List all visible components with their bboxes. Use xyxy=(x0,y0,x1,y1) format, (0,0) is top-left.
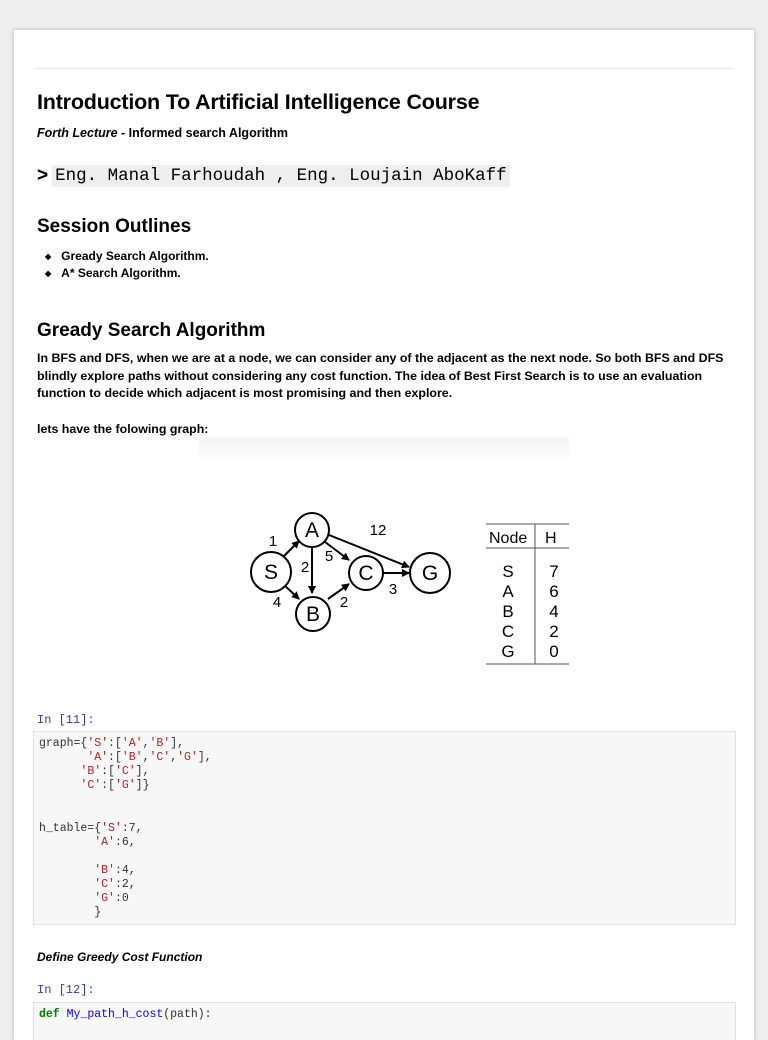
node-c xyxy=(349,556,383,590)
lecture-subtitle xyxy=(37,126,288,140)
bullet-icon: ◆ xyxy=(45,269,52,278)
table-node: A xyxy=(502,582,514,601)
svg-text:G: G xyxy=(421,562,439,585)
node-s xyxy=(251,552,291,592)
table-node: B xyxy=(502,602,514,621)
cost-b-c: 2 xyxy=(339,594,349,611)
outline-list xyxy=(45,248,209,282)
blockquote-marker: > xyxy=(37,165,49,186)
table-node: G xyxy=(501,642,515,661)
table-header-node: Node xyxy=(489,530,528,547)
lecture-number: Forth Lecture xyxy=(37,126,118,140)
cost-a-b: 2 xyxy=(300,559,310,576)
notebook-page xyxy=(14,30,754,1040)
edge-s-a xyxy=(282,541,299,558)
code-cell-cost[interactable] xyxy=(33,1002,736,1040)
bullet-icon: ◆ xyxy=(45,252,52,261)
subtitle-separator: - xyxy=(117,126,129,140)
cell-prompt: In [11]: xyxy=(37,713,95,727)
outline-item: ◆ A* Search Algorithm. xyxy=(45,266,181,280)
lecture-topic: Informed search Algorithm xyxy=(128,126,288,140)
table-h: 7 xyxy=(549,562,559,581)
define-heading: Define Greedy Cost Function xyxy=(37,950,203,964)
svg-text:A: A xyxy=(304,519,320,542)
greedy-paragraph: In BFS and DFS, when we are at a node, we can consider any of the adjacent as the next node. So both BFS and DFS blindly explore paths without considering any cost function. The idea of Best First Search is to use an evaluation function to decide which adjacent is most promising and then explore. xyxy=(37,351,724,400)
cost-s-a: 1 xyxy=(268,533,278,550)
authors-line xyxy=(37,164,510,188)
table-h: 0 xyxy=(549,642,559,661)
table-header-h: H xyxy=(545,530,557,547)
node-a xyxy=(295,513,329,547)
table-h: 6 xyxy=(549,582,559,601)
top-divider xyxy=(36,68,732,69)
table-h: 2 xyxy=(549,622,559,641)
code-graph: graph={'S':['A','B'], 'A':['B','C','G'], 'B':['C'], 'C':['G']} h_table={'S':7, 'A':6, 'B':4, 'C':2, 'G':0 } xyxy=(39,737,212,920)
cell-prompt: In [12]: xyxy=(37,983,95,997)
node-g xyxy=(410,553,450,593)
graph-diagram xyxy=(199,437,569,687)
graph-intro: lets have the folowing graph: xyxy=(37,422,209,436)
cost-c-g: 3 xyxy=(388,581,398,598)
authors-names: Eng. Manal Farhoudah , Eng. Loujain AboKaff xyxy=(52,165,510,187)
cost-s-b: 4 xyxy=(272,594,282,611)
greedy-heading: Gready Search Algorithm xyxy=(37,320,266,341)
heuristic-table xyxy=(486,524,569,664)
page-title: Introduction To Artificial Intelligence Course xyxy=(37,90,480,114)
node-b xyxy=(296,597,330,631)
table-node: S xyxy=(502,562,514,581)
svg-text:S: S xyxy=(263,561,279,584)
cost-a-g: 12 xyxy=(369,522,387,539)
table-node: C xyxy=(501,622,515,641)
code-cost: def My_path_h_cost(path): xyxy=(39,1008,212,1021)
graph-figure xyxy=(199,437,569,687)
svg-text:B: B xyxy=(305,603,321,626)
svg-text:C: C xyxy=(358,562,374,585)
outline-item: ◆ Gready Search Algorithm. xyxy=(45,249,209,263)
cost-a-c: 5 xyxy=(324,548,334,565)
code-cell-graph[interactable] xyxy=(33,731,736,925)
table-h: 4 xyxy=(549,602,559,621)
outline-heading: Session Outlines xyxy=(37,216,192,237)
